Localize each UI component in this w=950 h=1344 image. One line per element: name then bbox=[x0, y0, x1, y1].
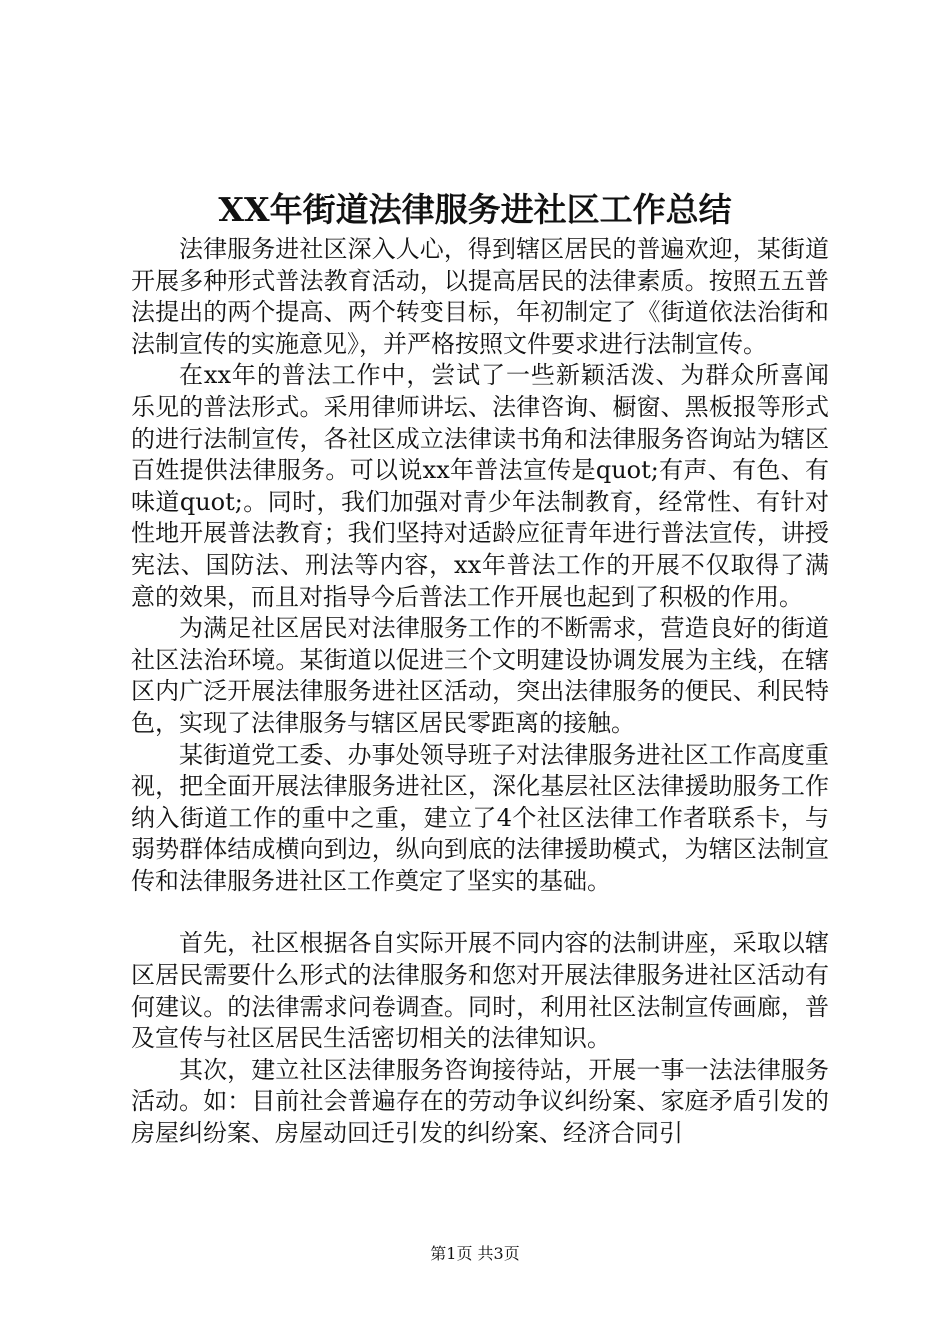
paragraph-3: 为满足社区居民对法律服务工作的不断需求，营造良好的街道社区法治环境。某街道以促进三个文明建设协调发展为主线，在辖区内广泛开展法律服务进社区活动，突出法律服务的便民、利民特色，实现了法律服务与辖区居民零距离的接触。 bbox=[131, 614, 829, 737]
document-body bbox=[131, 234, 829, 1150]
paragraph-2: 在xx年的普法工作中，尝试了一些新颖活泼、为群众所喜闻乐见的普法形式。采用律师讲坛、法律咨询、橱窗、黑板报等形式的进行法制宣传，各社区成立法律读书角和法律服务咨询站为辖区百姓提供法律服务。可以说xx年普法宣传是quot;有声、有色、有味道quot;。同时，我们加强对青少年法制教育，经常性、有针对性地开展普法教育；我们坚持对适龄应征青年进行普法宣传，讲授宪法、国防法、刑法等内容，xx年普法工作的开展不仅取得了满意的效果，而且对指导今后普法工作开展也起到了积极的作用。 bbox=[131, 361, 829, 611]
paragraph-5: 首先，社区根据各自实际开展不同内容的法制讲座，采取以辖区居民需要什么形式的法律服务和您对开展法律服务进社区活动有何建议。的法律需求问卷调查。同时，利用社区法制宣传画廊，普及宣传与社区居民生活密切相关的法律知识。 bbox=[131, 929, 829, 1053]
paragraph-4: 某街道党工委、办事处领导班子对法律服务进社区工作高度重视，把全面开展法律服务进社区，深化基层社区法律援助服务工作纳入街道工作的重中之重，建立了4个社区法律工作者联系卡，与弱势群体结成横向到边，纵向到底的法律援助模式，为辖区法制宣传和法律服务进社区工作奠定了坚实的基础。 bbox=[131, 740, 829, 895]
page-number-footer: 第1页 共3页 bbox=[430, 1244, 520, 1263]
document-title: XX年街道法律服务进社区工作总结 bbox=[218, 190, 732, 229]
paragraph-1: 法律服务进社区深入人心，得到辖区居民的普遍欢迎，某街道开展多种形式普法教育活动，以提高居民的法律素质。按照五五普法提出的两个提高、两个转变目标，年初制定了《街道依法治街和法制宣传的实施意见》，并严格按照文件要求进行法制宣传。 bbox=[131, 235, 829, 358]
paragraph-6: 其次，建立社区法律服务咨询接待站，开展一事一法法律服务活动。如：目前社会普遍存在的劳动争议纠纷案、家庭矛盾引发的房屋纠纷案、房屋动回迁引发的纠纷案、经济合同引 bbox=[131, 1055, 829, 1148]
paragraph-spacer bbox=[131, 897, 829, 928]
